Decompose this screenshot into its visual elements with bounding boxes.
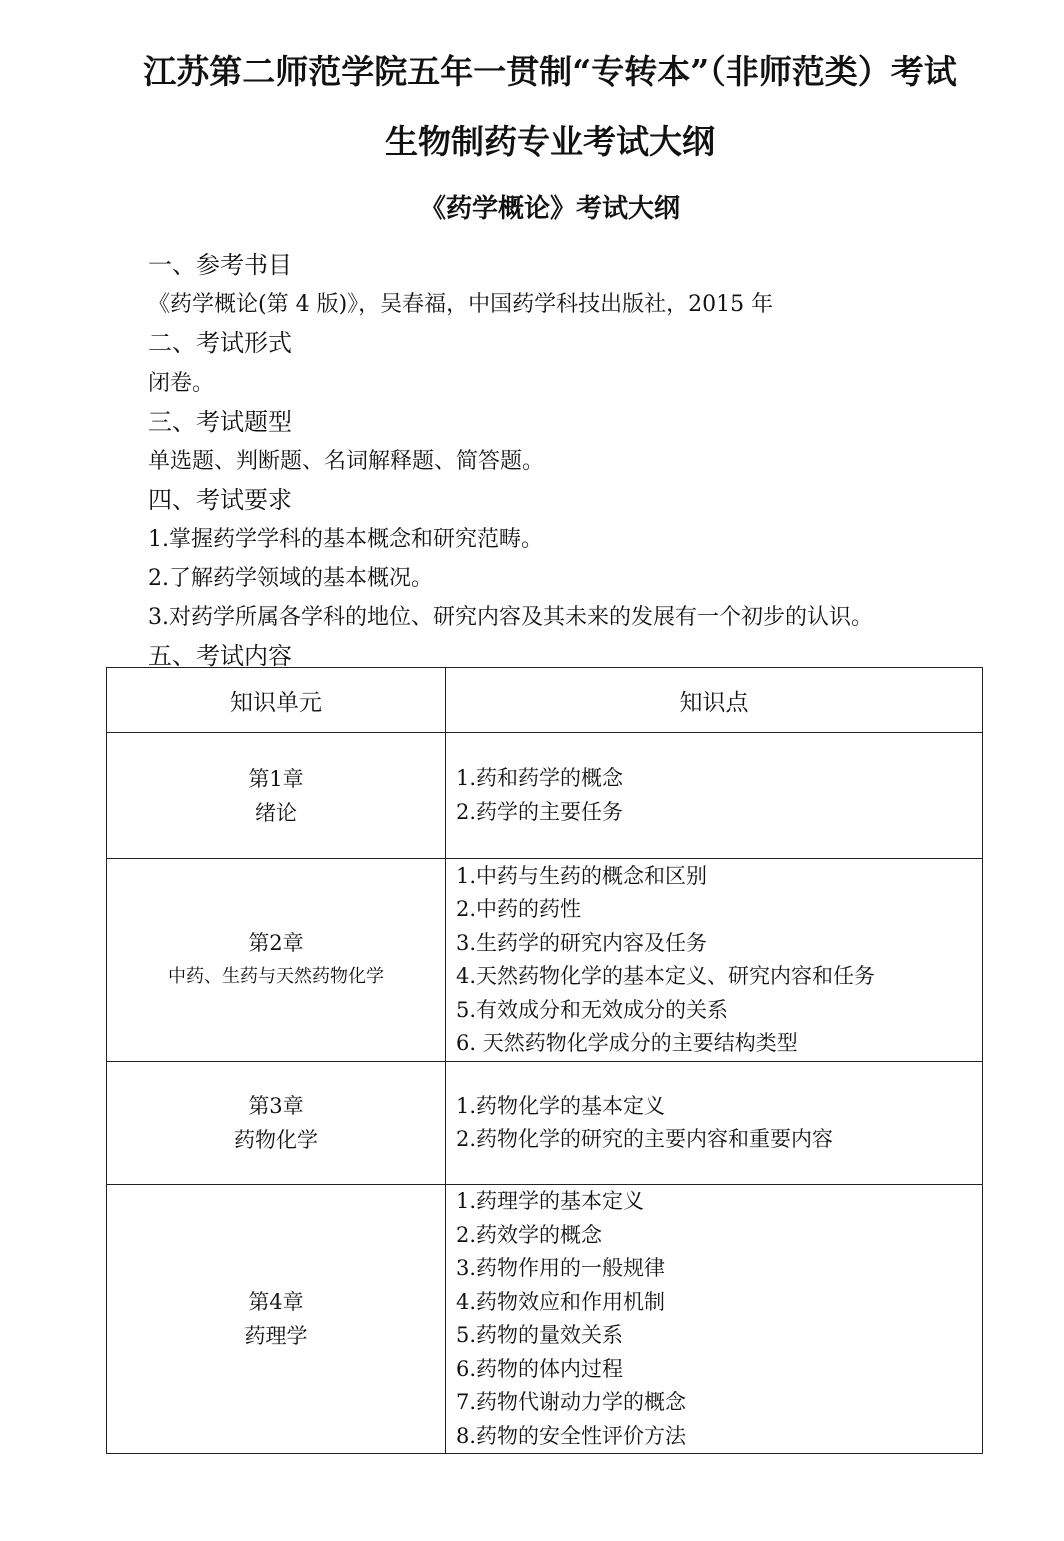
requirement-item: 1.掌握药学学科的基本概念和研究范畴。 (148, 527, 543, 552)
knowledge-unit-cell (107, 1185, 446, 1454)
knowledge-unit-cell (107, 1062, 446, 1185)
chapter-name: 中药、生药与天然药物化学 (168, 966, 384, 987)
knowledge-point: 4.药物效应和作用机制 (456, 1289, 666, 1314)
chapter-name: 绪论 (255, 800, 297, 825)
knowledge-points-cell (446, 859, 983, 1062)
knowledge-point: 1.药和药学的概念 (456, 766, 624, 790)
knowledge-point: 6. 天然药物化学成分的主要结构类型 (456, 1031, 798, 1055)
knowledge-points-cell (446, 733, 983, 859)
chapter-name: 药物化学 (234, 1128, 318, 1152)
knowledge-point: 3.药物作用的一般规律 (456, 1256, 666, 1280)
chapter-number: 第2章 (248, 931, 304, 955)
knowledge-point: 8.药物的安全性评价方法 (456, 1423, 687, 1448)
table-row (107, 1062, 983, 1185)
knowledge-unit-cell (107, 859, 446, 1062)
requirement-item: 2.了解药学领域的基本概况。 (148, 566, 433, 591)
table-row (107, 1185, 983, 1454)
section-heading-content: 五、考试内容 (148, 642, 292, 670)
knowledge-point: 2.药物化学的研究的主要内容和重要内容 (456, 1127, 834, 1151)
exam-form-text: 闭卷。 (148, 371, 215, 396)
exam-content-table (106, 667, 983, 1454)
section-heading-references: 一、参考书目 (148, 251, 292, 279)
knowledge-points-cell (446, 1185, 983, 1454)
section-heading-exam-form: 二、考试形式 (148, 329, 292, 357)
knowledge-point: 3.生药学的研究内容及任务 (456, 930, 708, 955)
table-row (107, 859, 983, 1062)
document-title: 江苏第二师范学院五年一贯制“专转本”（非师范类）考试 (143, 52, 957, 91)
knowledge-point: 2.药学的主要任务 (456, 799, 624, 824)
knowledge-point: 2.中药的药性 (456, 897, 582, 921)
knowledge-point: 5.药物的量效关系 (456, 1323, 624, 1347)
chapter-name: 药理学 (244, 1324, 308, 1348)
knowledge-point: 2.药效学的概念 (456, 1222, 603, 1247)
header-knowledge-points: 知识点 (446, 668, 983, 733)
chapter-number: 第3章 (248, 1094, 304, 1118)
knowledge-point: 1.中药与生药的概念和区别 (456, 863, 708, 888)
reference-book: 《药学概论(第 4 版)》，吴春福，中国药学科技出版社，2015 年 (148, 292, 774, 317)
knowledge-unit-cell (107, 733, 446, 859)
section-heading-question-types: 三、考试题型 (148, 408, 292, 436)
knowledge-points-cell (446, 1062, 983, 1185)
table-row (107, 733, 983, 859)
knowledge-point: 6.药物的体内过程 (456, 1356, 624, 1381)
chapter-number: 第1章 (248, 766, 304, 791)
question-types-text: 单选题、判断题、名词解释题、简答题。 (148, 449, 545, 474)
course-title: 《药学概论》考试大纲 (419, 194, 680, 224)
knowledge-point: 1.药理学的基本定义 (456, 1189, 645, 1213)
section-heading-requirements: 四、考试要求 (148, 486, 292, 514)
table-header-row (107, 668, 983, 733)
requirement-item: 3.对药学所属各学科的地位、研究内容及其未来的发展有一个初步的认识。 (148, 605, 873, 630)
document-subtitle: 生物制药专业考试大纲 (385, 122, 715, 161)
knowledge-point: 5.有效成分和无效成分的关系 (456, 997, 729, 1022)
knowledge-point: 7.药物代谢动力学的概念 (456, 1390, 687, 1414)
knowledge-point: 1.药物化学的基本定义 (456, 1093, 666, 1118)
chapter-number: 第4章 (248, 1290, 304, 1314)
knowledge-point: 4.天然药物化学的基本定义、研究内容和任务 (456, 964, 876, 988)
header-knowledge-unit: 知识单元 (107, 668, 446, 733)
